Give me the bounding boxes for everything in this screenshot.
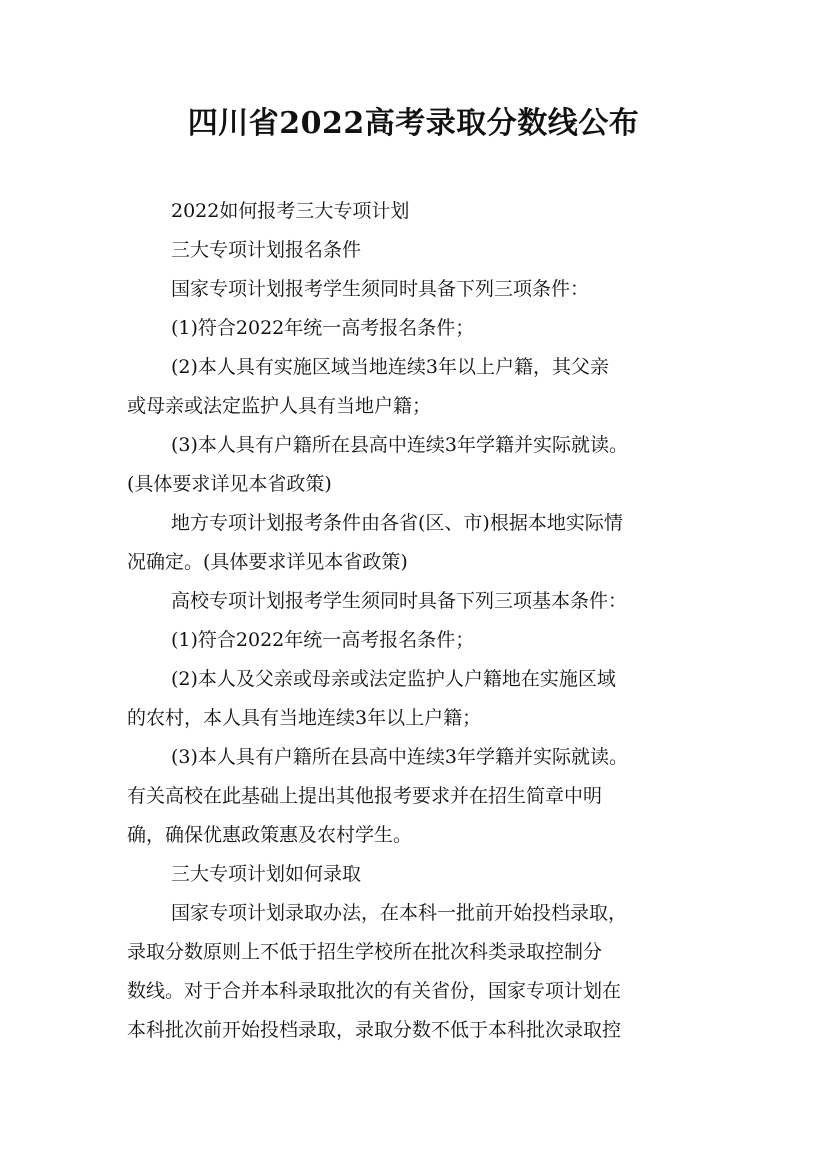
document-body [127,192,713,1050]
text-line: 三大专项计划如何录取 [171,863,362,885]
text-line: (3)本人具有户籍所在县高中连续3年学籍并实际就读。 [171,746,629,768]
text-line: 数线。对于合并本科录取批次的有关省份，国家专项计划在 [127,980,622,1002]
text-line: (具体要求详见本省政策) [127,473,332,495]
text-line: 或母亲或法定监护人具有当地户籍； [127,395,432,417]
text-line: 2022如何报考三大专项计划 [171,200,410,222]
text-line: 地方专项计划报考条件由各省(区、市)根据本地实际情 [171,512,623,534]
text-line: 确，确保优惠政策惠及农村学生。 [127,824,413,846]
text-line: 本科批次前开始投档录取，录取分数不低于本科批次录取控 [127,1019,622,1041]
text-line: 高校专项计划报考学生须同时具备下列三项基本条件： [171,590,628,612]
text-line: (2)本人具有实施区域当地连续3年以上户籍，其父亲 [171,356,610,378]
text-line: 三大专项计划报名条件 [171,239,362,261]
document-title: 四川省2022高考录取分数线公布 [187,106,640,141]
text-line: 的农村，本人具有当地连续3年以上户籍； [127,707,482,729]
text-line: 国家专项计划报考学生须同时具备下列三项条件： [171,278,590,300]
text-line: 况确定。(具体要求详见本省政策) [127,551,408,573]
text-line: (1)符合2022年统一高考报名条件； [171,317,475,339]
text-line: 有关高校在此基础上提出其他报考要求并在招生简章中明 [127,785,603,807]
text-line: 录取分数原则上不低于招生学校所在批次科类录取控制分 [127,941,603,963]
text-line: (2)本人及父亲或母亲或法定监护人户籍地在实施区域 [171,668,616,690]
text-line: (3)本人具有户籍所在县高中连续3年学籍并实际就读。 [171,434,629,456]
text-line: 国家专项计划录取办法，在本科一批前开始投档录取， [171,902,628,924]
text-line: (1)符合2022年统一高考报名条件； [171,629,475,651]
